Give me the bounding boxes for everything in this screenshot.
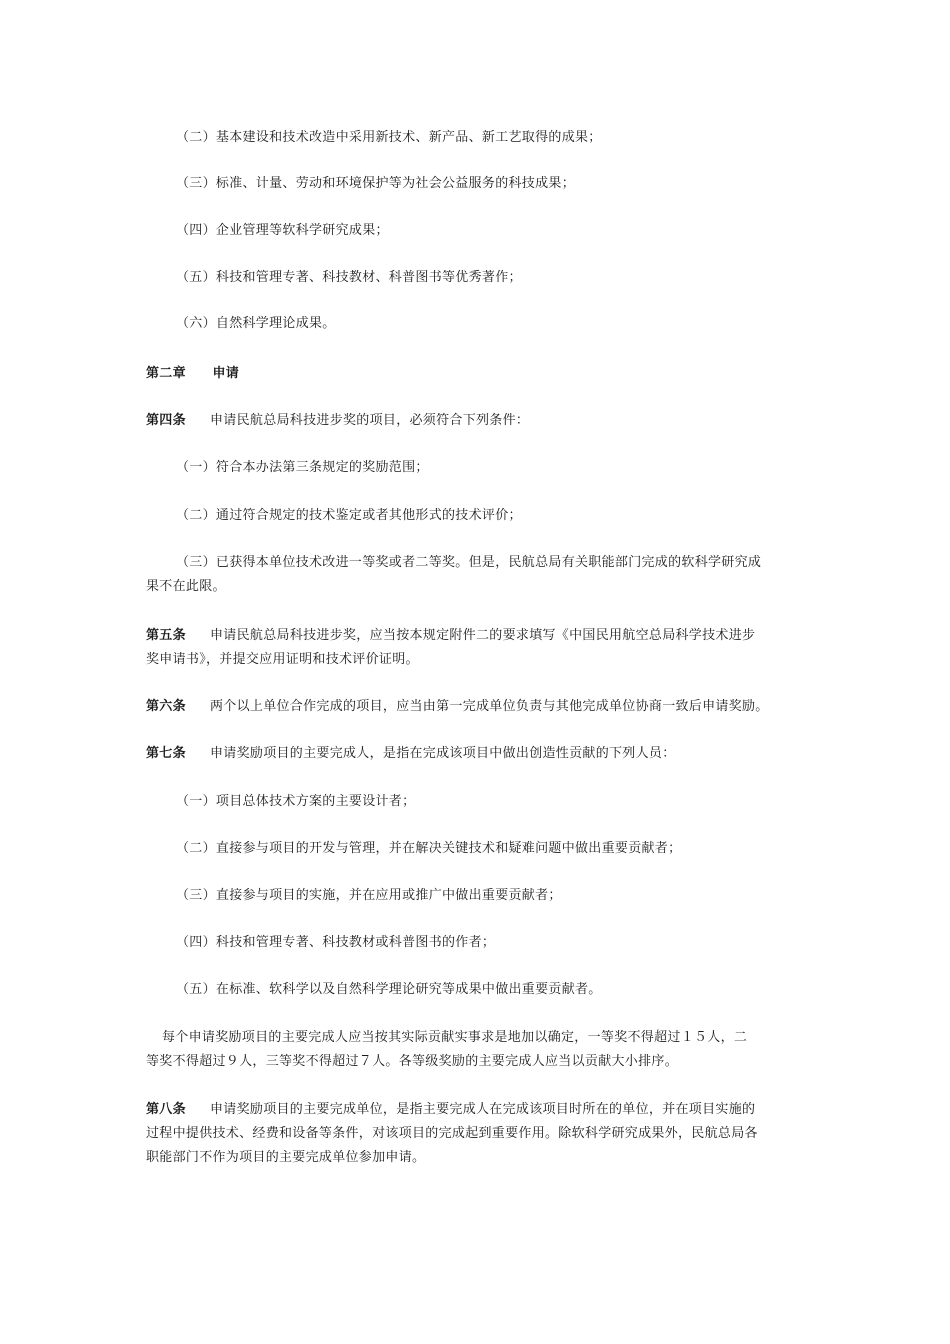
article-7-item-1: （一）项目总体技术方案的主要设计者； xyxy=(176,794,416,809)
article-4 xyxy=(146,411,529,431)
article-4-text: 申请民航总局科技进步奖的项目，必须符合下列条件： xyxy=(210,413,530,428)
article-7-item-2: （二）直接参与项目的开发与管理，并在解决关键技术和疑难问题中做出重要贡献者； xyxy=(176,841,682,856)
chapter-heading: 第二章 申请 xyxy=(146,366,240,381)
article-4-item-3b: 果不在此限。 xyxy=(146,579,226,594)
item-3-line: （三）标准、计量、劳动和环境保护等为社会公益服务的科技成果； xyxy=(176,176,576,191)
article-5 xyxy=(146,626,755,646)
article-8-text-c: 职能部门不作为项目的主要完成单位参加申请。 xyxy=(146,1150,426,1165)
article-7-item-4: （四）科技和管理专著、科技教材或科普图书的作者； xyxy=(176,935,496,950)
article-8-label: 第八条 xyxy=(146,1102,186,1117)
article-7-item-3: （三）直接参与项目的实施，并在应用或推广中做出重要贡献者； xyxy=(176,888,562,903)
article-6 xyxy=(146,697,769,717)
article-6-text: 两个以上单位合作完成的项目，应当由第一完成单位负责与其他完成单位协商一致后申请奖励。 xyxy=(210,699,769,714)
article-4-label: 第四条 xyxy=(146,413,186,428)
article-7-paragraph-a: 每个申请奖励项目的主要完成人应当按其实际贡献实事求是地加以确定，一等奖不得超过１５人，二 xyxy=(162,1030,748,1045)
article-7-text: 申请奖励项目的主要完成人，是指在完成该项目中做出创造性贡献的下列人员： xyxy=(210,746,676,761)
article-7-item-5: （五）在标准、软科学以及自然科学理论研究等成果中做出重要贡献者。 xyxy=(176,982,602,997)
item-5-line: （五）科技和管理专著、科技教材、科普图书等优秀著作； xyxy=(176,270,522,285)
article-6-label: 第六条 xyxy=(146,699,186,714)
article-4-item-2: （二）通过符合规定的技术鉴定或者其他形式的技术评价； xyxy=(176,508,522,523)
article-4-item-3a: （三）已获得本单位技术改进一等奖或者二等奖。但是，民航总局有关职能部门完成的软科学研究成 xyxy=(176,555,762,570)
article-5-label: 第五条 xyxy=(146,628,186,643)
article-5-text-b: 奖申请书》，并提交应用证明和技术评价证明。 xyxy=(146,652,419,667)
article-8-text-b: 过程中提供技术、经费和设备等条件，对该项目的完成起到重要作用。除软科学研究成果外，民航总局各 xyxy=(146,1126,758,1141)
article-7-label: 第七条 xyxy=(146,746,186,761)
article-5-text-a: 申请民航总局科技进步奖，应当按本规定附件二的要求填写《中国民用航空总局科学技术进步 xyxy=(210,628,756,643)
article-8-text-a: 申请奖励项目的主要完成单位，是指主要完成人在完成该项目时所在的单位，并在项目实施的 xyxy=(210,1102,756,1117)
article-7 xyxy=(146,744,676,764)
item-2-line: （二）基本建设和技术改造中采用新技术、新产品、新工艺取得的成果； xyxy=(176,130,602,145)
article-8 xyxy=(146,1100,755,1120)
item-6-line: （六）自然科学理论成果。 xyxy=(176,316,336,331)
article-7-paragraph-b: 等奖不得超过９人，三等奖不得超过７人。各等级奖励的主要完成人应当以贡献大小排序。 xyxy=(146,1054,679,1069)
item-4-line: （四）企业管理等软科学研究成果； xyxy=(176,223,389,238)
article-4-item-1: （一）符合本办法第三条规定的奖励范围； xyxy=(176,460,429,475)
